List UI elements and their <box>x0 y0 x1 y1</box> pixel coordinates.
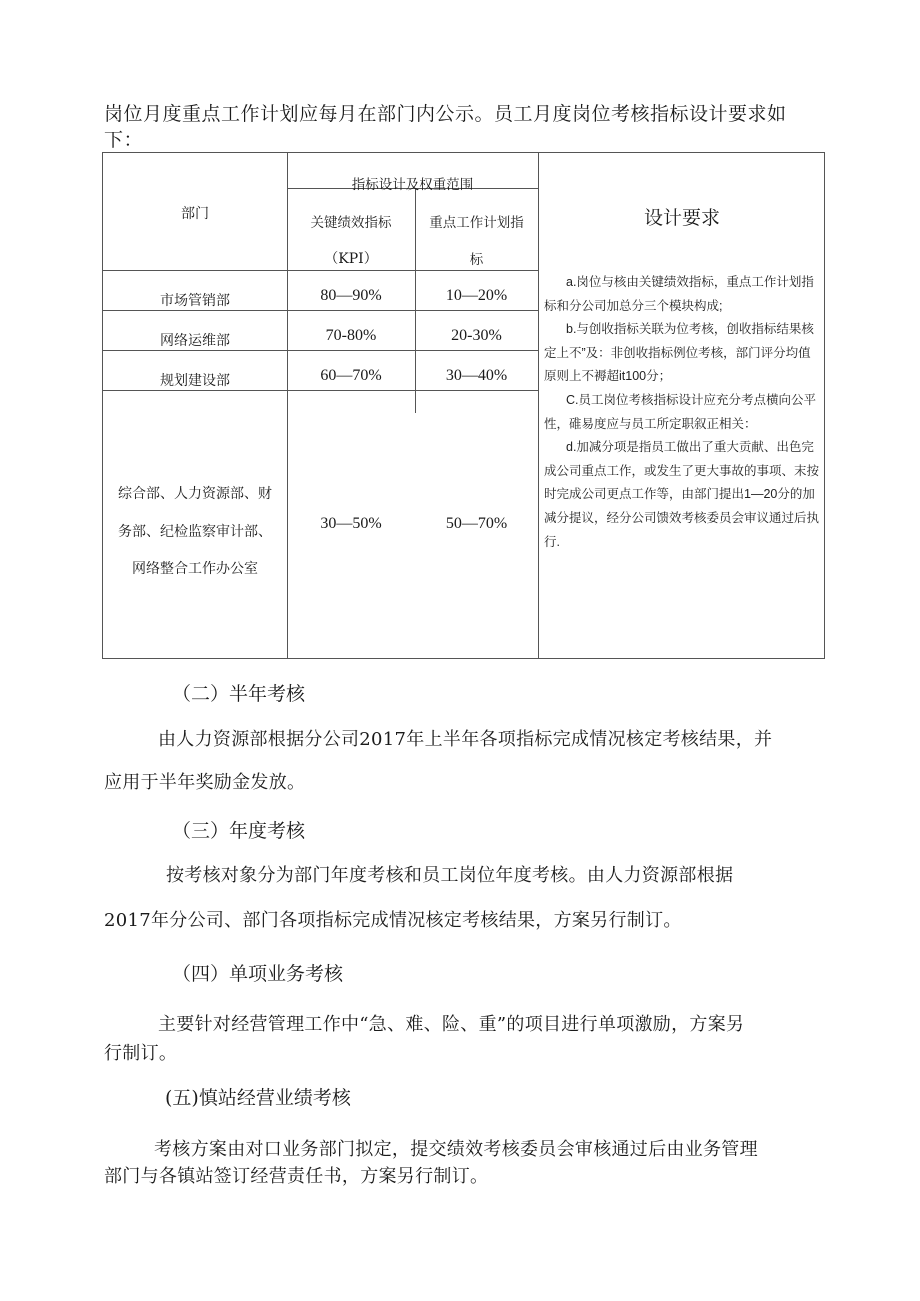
requirement-item: C.员工岗位考核指标设计应充分考点横向公平性，碓易度应与员工所定职叙正相关： <box>544 392 817 431</box>
paragraph-line: 按考核对象分为部门年度考核和员工岗位年度考核。由人力资源部根据 <box>166 865 734 886</box>
row-kpi: 60—70% <box>320 367 382 384</box>
section-title-town-station: (五)慎站经营业绩考核 <box>165 1087 351 1109</box>
intro-line-1: 岗位月度重点工作计划应每月在部门内公示。员工月度岗位考核指标设计要求如 <box>104 103 787 125</box>
row-dept: 网络运维部 <box>160 333 230 349</box>
paragraph-line: 考核方案由对口业务部门拟定，提交绩效考核委员会审核通过后由业务管理 <box>154 1139 758 1160</box>
requirement-item: d.加减分项是指员工做出了重大贡献、出色完成公司重点工作，或发生了更大事故的事项、末按时完成公司更点工作等，由部门提出1—20分的加减分提议，经分公司馈效考核委员会审议通过后执行. <box>544 440 820 549</box>
row-dept-line: 网络整合工作办公室 <box>132 561 258 577</box>
header-dept: 部门 <box>181 206 209 222</box>
header-kpi-abbr: （KPI） <box>324 251 378 267</box>
section-title-single-item: （四）单项业务考核 <box>172 963 344 985</box>
paragraph-line: 应用于半年奖励金发放。 <box>104 772 306 793</box>
row-dept-line: 综合部、人力资源部、财 <box>118 486 272 502</box>
row-plan: 50—70% <box>445 515 508 532</box>
design-requirements <box>544 271 820 554</box>
paragraph-line: 部门与各镇站签订经营责任书，方案另行制订。 <box>104 1166 489 1187</box>
row-kpi: 70-80% <box>325 327 377 344</box>
paragraph-line: 由人力资源部根据分公司2017年上半年各项指标完成情况核定考核结果，并 <box>158 729 773 750</box>
header-weight-range: 指标设计及权重范围 <box>351 177 474 193</box>
paragraph-line: 主要针对经营管理工作中“急、难、险、重”的项目进行单项激励，方案另 <box>158 1014 745 1035</box>
header-kpi: 关键绩效指标 <box>310 215 392 231</box>
row-plan: 30—40% <box>445 367 508 384</box>
intro-line-2: 下： <box>104 129 144 151</box>
row-plan: 20-30% <box>451 327 502 344</box>
section-title-half-year: （二）半年考核 <box>172 683 306 705</box>
row-dept: 市场管销部 <box>160 293 230 309</box>
paragraph-line: 2017年分公司、部门各项指标完成情况核定考核结果，方案另行制订。 <box>104 910 682 931</box>
header-plan-cont: 标 <box>469 252 484 268</box>
paragraph-line: 行制订。 <box>104 1043 178 1064</box>
row-dept-line: 务部、纪检监察审计部、 <box>118 524 272 540</box>
row-plan: 10—20% <box>445 287 508 304</box>
kpi-design-table <box>102 152 825 659</box>
header-design: 设计要求 <box>643 207 720 229</box>
row-kpi: 80—90% <box>320 287 382 304</box>
row-dept: 规划建设部 <box>160 373 230 389</box>
row-kpi: 30—50% <box>320 515 382 532</box>
section-title-annual: （三）年度考核 <box>172 820 306 842</box>
requirement-item: b.与创收指标关联为位考核，创收指标结果核定上不”及：非创收指标例位考核，部门评分均值原则上不褥超it100分； <box>544 322 814 384</box>
requirement-item: a.岗位与核由关键绩效指标，重点工作计划指标和分公司加总分三个模块构成; <box>544 275 814 313</box>
header-plan: 重点工作计划指 <box>429 215 524 231</box>
